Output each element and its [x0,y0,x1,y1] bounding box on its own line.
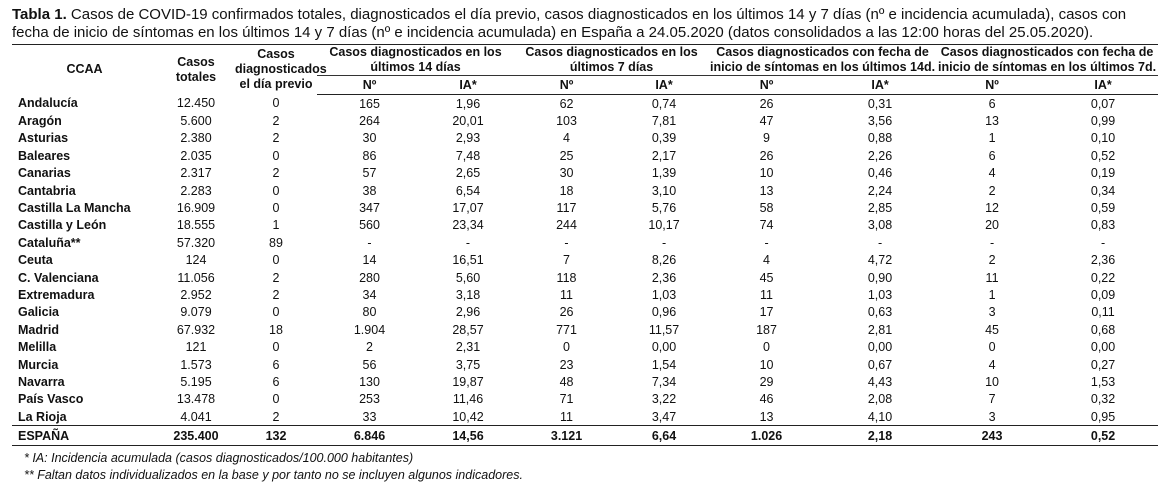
value-cell: 2,08 [867,392,893,407]
value-cell: 67.932 [176,322,216,337]
value-cell: 121 [185,340,207,355]
value-cell: 244 [556,218,577,233]
subheader-n: Nº [514,76,619,95]
value-cell: 2 [272,270,280,285]
value-cell: 2.283 [180,183,212,198]
value-cell: 3 [988,305,996,320]
value-cell: 13 [759,409,774,424]
value-cell: - [989,235,995,250]
value-cell: 0,67 [867,357,893,372]
region-cell: Cantabria [18,183,76,198]
header-group-sintomas-14d: Casos diagnosticados con fecha de inicio de síntomas en los últimos 14d. [710,45,936,74]
value-cell: - [564,235,569,250]
value-cell: 25 [559,148,574,163]
region-cell: Baleares [18,148,71,163]
value-cell: 80 [362,305,377,320]
value-cell: 4 [763,253,770,268]
footnote-ia: * IA: Incidencia acumulada (casos diagnosticados/100.000 habitantes) [24,451,414,465]
subheader-ia: IA* [619,76,709,95]
value-cell: 1,03 [651,287,677,302]
value-cell: 1,39 [651,166,677,181]
value-cell: 11 [760,287,774,302]
value-cell: 0 [988,340,996,355]
value-cell: 11,46 [452,392,484,407]
value-cell: 4,72 [867,253,893,268]
region-cell: Madrid [18,322,59,337]
value-cell: 2.380 [180,131,212,146]
value-cell: 118 [556,270,577,285]
value-cell: 3,08 [867,218,893,233]
value-cell: 2,31 [455,340,481,355]
value-cell: 11 [560,409,573,424]
value-cell: 0 [563,340,570,355]
value-cell: 23 [559,357,574,372]
value-cell: 5,60 [455,270,481,285]
value-cell: 8,26 [651,253,677,268]
value-cell: 2,18 [824,426,936,446]
value-cell: - [465,235,471,250]
value-cell: 1.573 [180,357,212,372]
value-cell: 13 [985,114,999,129]
value-cell: 7 [988,392,996,407]
region-cell: Extremadura [18,287,95,302]
value-cell: 86 [362,148,377,163]
value-cell: 2,36 [651,270,677,285]
table-row [12,130,1158,147]
value-cell: 117 [556,201,577,216]
value-cell: 5.195 [180,374,212,389]
table-row [12,321,1158,338]
footnotes [24,450,523,484]
table-row [12,304,1158,321]
value-cell: 18 [269,322,283,337]
value-cell: 30 [362,131,377,146]
value-cell: 0,09 [1090,287,1116,302]
value-cell: 26 [559,305,574,320]
value-cell: 560 [359,218,380,233]
value-cell: 10 [759,166,774,181]
value-cell: 264 [359,114,380,129]
value-cell: 6.846 [317,426,422,446]
value-cell: 33 [362,409,377,424]
value-cell: 2 [272,166,280,181]
subheader-ia: IA* [1048,76,1158,95]
value-cell: 187 [756,322,777,337]
value-cell: 10,17 [648,218,680,233]
value-cell: 0,19 [1090,166,1116,181]
value-cell: 3,10 [651,183,677,198]
value-cell: 11,57 [648,322,680,337]
value-cell: 56 [362,357,377,372]
value-cell: 7 [563,253,570,268]
value-cell: 130 [359,374,380,389]
value-cell: 1.026 [709,426,824,446]
value-cell: 0 [763,340,770,355]
value-cell: 1 [272,218,280,233]
subheader-ia: IA* [422,76,514,95]
region-cell: Galicia [18,305,59,320]
value-cell: 74 [759,218,774,233]
table-row [12,408,1158,426]
value-cell: 2 [272,409,280,424]
table-caption [12,6,1162,42]
value-cell: 0,68 [1090,322,1116,337]
value-cell: 0 [272,96,280,111]
value-cell: 0,83 [1090,218,1116,233]
value-cell: 4 [988,166,996,181]
table-body [12,95,1158,446]
table-row [12,165,1158,182]
header-group-sintomas-7d: Casos diagnosticados con fecha de inicio de síntomas en los últimos 7d. [937,45,1157,74]
value-cell: 20,01 [452,114,484,129]
value-cell: 1 [988,131,996,146]
region-cell: Canarias [18,166,71,181]
table-row [12,356,1158,373]
table-row [12,112,1158,129]
region-cell: Melilla [18,340,57,355]
value-cell: 0,11 [1091,305,1115,320]
value-cell: 0 [272,183,280,198]
covid-cases-table [12,44,1158,446]
table-row [12,182,1158,199]
header-group-14-dias: Casos diagnosticados en los últimos 14 días [317,45,514,76]
value-cell: 0,00 [651,340,677,355]
value-cell: 0,59 [1090,201,1116,216]
header-dia-previo: Casos diagnosticados el día previo [235,45,317,95]
value-cell: 12 [985,201,999,216]
value-cell: 2,93 [455,131,481,146]
value-cell: 347 [359,201,380,216]
value-cell: 9.079 [180,305,212,320]
value-cell: 10 [759,357,774,372]
value-cell: 0,63 [867,305,893,320]
region-cell: Ceuta [18,253,53,268]
value-cell: 7,48 [455,148,481,163]
value-cell: 2,96 [455,305,481,320]
value-cell: 9 [763,131,770,146]
region-cell: Andalucía [18,96,78,111]
value-cell: 1,03 [867,287,893,302]
value-cell: 6 [988,148,996,163]
value-cell: 3,56 [867,114,893,129]
value-cell: 20 [985,218,999,233]
value-cell: 57.320 [176,235,216,250]
value-cell: 47 [759,114,774,129]
value-cell: 71 [559,392,574,407]
value-cell: 0 [272,392,280,407]
value-cell: 4.041 [180,409,212,424]
value-cell: 11.056 [177,270,215,285]
table-row [12,373,1158,390]
value-cell: 16.909 [176,201,216,216]
value-cell: 4,43 [867,374,893,389]
value-cell: 12.450 [176,96,216,111]
value-cell: 7,34 [651,374,677,389]
value-cell: 0 [272,201,280,216]
value-cell: 6,64 [619,426,709,446]
value-cell: 2 [366,340,373,355]
total-row [12,426,1158,446]
value-cell: 19,87 [452,374,484,389]
value-cell: - [764,235,769,250]
value-cell: 18.555 [176,218,216,233]
region-cell: Asturias [18,131,69,146]
value-cell: 7,81 [651,114,677,129]
value-cell: 3 [988,409,996,424]
value-cell: 0 [272,253,280,268]
value-cell: 6 [272,374,280,389]
value-cell: 1.904 [353,322,386,337]
value-cell: 2,85 [867,201,893,216]
table-row [12,391,1158,408]
value-cell: 0,31 [867,96,893,111]
value-cell: 4,10 [867,409,893,424]
caption-label: Tabla 1. [12,6,67,23]
subheader-n: Nº [936,76,1048,95]
table-row [12,234,1158,251]
value-cell: - [661,235,667,250]
value-cell: 2,36 [1090,253,1116,268]
value-cell: 14 [362,253,377,268]
value-cell: 3,22 [651,392,677,407]
subheader-ia: IA* [824,76,936,95]
region-cell: Cataluña** [18,235,81,250]
region-cell: C. Valenciana [18,270,99,285]
value-cell: 2 [272,114,280,129]
value-cell: 2.035 [180,148,212,163]
value-cell: 0,22 [1090,270,1116,285]
value-cell: 26 [759,96,774,111]
value-cell: 3.121 [514,426,619,446]
value-cell: 10 [985,374,999,389]
footnote-missing-data: ** Faltan datos individualizados en la base y por tanto no se incluyen algunos indicadores. [24,468,523,482]
value-cell: 0,95 [1090,409,1116,424]
region-cell: Castilla y León [18,218,107,233]
value-cell: 2 [988,253,996,268]
value-cell: 34 [362,287,377,302]
caption-text: Casos de COVID-19 confirmados totales, diagnosticados el día previo, casos diagnosticados en los últimos 14 y 7 días (nº e incidencia acumulada), casos con fecha de inicio de síntomas en los últimos 14 y 7 días (nº e incidencia acumulada) en España a 24.05.2020 (datos consolidados a las 12:00 horas del 25.05.2020). [12,6,1127,41]
value-cell: 103 [556,114,577,129]
value-cell: 1,54 [651,357,677,372]
value-cell: 2 [272,131,280,146]
value-cell: - [877,235,883,250]
value-cell: 280 [359,270,380,285]
value-cell: 165 [359,96,380,111]
value-cell: 13 [759,183,774,198]
value-cell: 2,17 [651,148,677,163]
value-cell: 2,24 [867,183,893,198]
value-cell: 6 [272,357,280,372]
value-cell: 1,53 [1090,374,1116,389]
value-cell: 4 [563,131,570,146]
value-cell: 18 [559,183,574,198]
value-cell: 16,51 [452,253,484,268]
value-cell: 253 [359,392,380,407]
value-cell: 124 [185,253,207,268]
value-cell: 0,52 [1090,148,1116,163]
value-cell: 0,46 [867,166,893,181]
value-cell: 1 [988,287,996,302]
value-cell: 0 [272,305,280,320]
value-cell: 0,27 [1090,357,1116,372]
value-cell: 0,74 [651,96,677,111]
value-cell: 17,07 [452,201,484,216]
value-cell: 4 [988,357,996,372]
value-cell: 14,56 [422,426,514,446]
value-cell: 46 [759,392,774,407]
value-cell: 45 [759,270,774,285]
value-cell: 30 [559,166,574,181]
value-cell: 0,96 [651,305,677,320]
value-cell: 0,00 [1090,340,1116,355]
value-cell: 11 [985,270,999,285]
value-cell: 2.317 [180,166,212,181]
value-cell: 5.600 [180,114,212,129]
value-cell: 0,10 [1090,131,1116,146]
region-cell: La Rioja [18,409,67,424]
value-cell: 243 [936,426,1048,446]
value-cell: 235.400 [157,426,235,446]
value-cell: 0 [272,148,280,163]
value-cell: 6,54 [455,183,481,198]
value-cell: 2.952 [180,287,212,302]
table-row [12,338,1158,355]
value-cell: 5,76 [651,201,677,216]
value-cell: 0,39 [651,131,677,146]
value-cell: 0 [272,340,280,355]
value-cell: 2 [272,287,280,302]
value-cell: 2,81 [867,322,893,337]
table-row [12,269,1158,286]
value-cell: 58 [759,201,774,216]
value-cell: 45 [985,322,999,337]
value-cell: 3,75 [455,357,481,372]
value-cell: 0,88 [867,131,893,146]
region-cell: Navarra [18,374,65,389]
value-cell: 0,34 [1090,183,1116,198]
table-row [12,217,1158,234]
subheader-n: Nº [317,76,422,95]
value-cell: 0,52 [1048,426,1158,446]
value-cell: 3,47 [651,409,677,424]
value-cell: 0,99 [1090,114,1116,129]
value-cell: 89 [269,235,283,250]
value-cell: 28,57 [452,322,484,337]
region-cell: Castilla La Mancha [18,201,131,216]
value-cell: - [367,235,372,250]
value-cell: 11 [560,287,573,302]
value-cell: 2,26 [867,148,893,163]
value-cell: 13.478 [176,392,216,407]
value-cell: 0,07 [1090,96,1116,111]
value-cell: 17 [759,305,774,320]
value-cell: 0,32 [1090,392,1116,407]
value-cell: 48 [559,374,574,389]
value-cell: 10,42 [452,409,484,424]
value-cell: 2 [988,183,996,198]
value-cell: 771 [556,322,577,337]
value-cell: 3,18 [455,287,481,302]
header-ccaa: CCAA [12,45,157,95]
value-cell: 6 [988,96,996,111]
value-cell: 132 [235,426,317,446]
value-cell: 62 [559,96,574,111]
value-cell: 29 [759,374,774,389]
table-row [12,95,1158,113]
table-row [12,147,1158,164]
header-group-7-dias: Casos diagnosticados en los últimos 7 días [514,45,709,76]
subheader-n: Nº [709,76,824,95]
value-cell: 57 [362,166,377,181]
table-row [12,252,1158,269]
region-cell: Aragón [18,114,62,129]
value-cell: 1,96 [455,96,481,111]
value-cell: - [1100,235,1106,250]
value-cell: 2,65 [455,166,481,181]
table-row [12,199,1158,216]
value-cell: 38 [362,183,377,198]
value-cell: 0,00 [867,340,893,355]
value-cell: 26 [759,148,774,163]
value-cell: 0,90 [867,270,893,285]
header-casos-totales: Casos totales [157,45,235,95]
value-cell: 23,34 [452,218,484,233]
region-cell: ESPAÑA [12,426,157,446]
region-cell: Murcia [18,357,59,372]
region-cell: País Vasco [18,392,84,407]
table-row [12,286,1158,303]
